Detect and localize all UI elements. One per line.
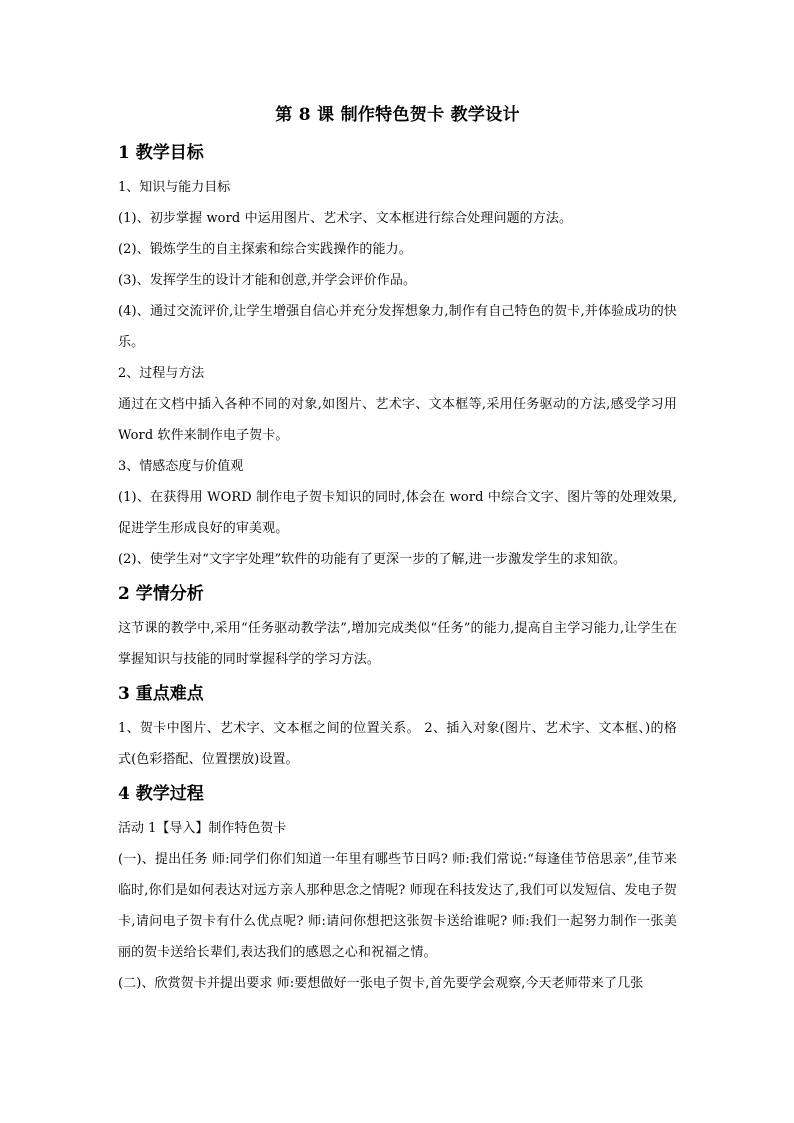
activity-heading: 活动 1【导入】制作特色贺卡 bbox=[118, 821, 287, 836]
paragraph: (二)、欣赏贺卡并提出要求 师:要想做好一张电子贺卡,首先要学会观察,今天老师带来了几张 bbox=[118, 976, 644, 991]
paragraph: (2)、使学生对“文字字处理”软件的功能有了更深一步的了解,进一步激发学生的求知欲。 bbox=[118, 552, 627, 567]
paragraph: (1)、在获得用 WORD 制作电子贺卡知识的同时,体会在 word 中综合文字、图片等的处理效果,促进学生形成良好的审美观。 bbox=[118, 490, 677, 536]
document-title: 第 8 课 制作特色贺卡 教学设计 bbox=[275, 105, 520, 125]
paragraph: 1、贺卡中图片、艺术字、文本框之间的位置关系。 2、插入对象(图片、艺术字、文本框、)的格式(色彩搭配、位置摆放)设置。 bbox=[118, 721, 677, 767]
section-key-points bbox=[118, 681, 677, 775]
paragraph: (3)、发挥学生的设计才能和创意,并学会评价作品。 bbox=[118, 273, 417, 288]
paragraph: 通过在文档中插入各种不同的对象,如图片、艺术字、文本框等,采用任务驱动的方法,感受学习用 Word 软件来制作电子贺卡。 bbox=[118, 397, 677, 443]
paragraph: (1)、初步掌握 word 中运用图片、艺术字、文本框进行综合处理问题的方法。 bbox=[118, 211, 573, 226]
section-learner-analysis bbox=[118, 581, 677, 675]
subsection-heading: 2、过程与方法 bbox=[118, 366, 205, 381]
paragraph: (2)、锻炼学生的自主探索和综合实践操作的能力。 bbox=[118, 242, 412, 257]
subsection-heading: 3、情感态度与价值观 bbox=[118, 459, 244, 474]
paragraph: (一)、提出任务 师:同学们你们知道一年里有哪些节日吗? 师:我们常说:“每逢佳节倍思亲”,佳节来临时,你们是如何表达对远方亲人那种思念之情呢? 师现在科技发达了,我们可以发短信、发电子贺卡,请问电子贺卡有什么优点呢? 师:请问你想把这张贺卡送给谁呢? 师:我们一起努力制作一张美丽的贺卡送给长辈们,表达我们的感恩之心和祝福之情。 bbox=[118, 852, 677, 960]
paragraph: 这节课的教学中,采用“任务驱动教学法”,增加完成类似“任务”的能力,提高自主学习能力,让学生在掌握知识与技能的同时掌握科学的学习方法。 bbox=[118, 621, 677, 667]
section-heading: 2 学情分析 bbox=[118, 584, 204, 604]
paragraph: (4)、通过交流评价,让学生增强自信心并充分发挥想象力,制作有自己特色的贺卡,并体验成功的快乐。 bbox=[118, 304, 677, 350]
section-teaching-goals bbox=[118, 140, 677, 575]
section-heading: 3 重点难点 bbox=[118, 684, 204, 704]
section-teaching-process bbox=[118, 781, 677, 999]
subsection-heading: 1、知识与能力目标 bbox=[118, 180, 231, 195]
section-heading: 4 教学过程 bbox=[118, 784, 204, 804]
section-heading: 1 教学目标 bbox=[118, 143, 204, 163]
